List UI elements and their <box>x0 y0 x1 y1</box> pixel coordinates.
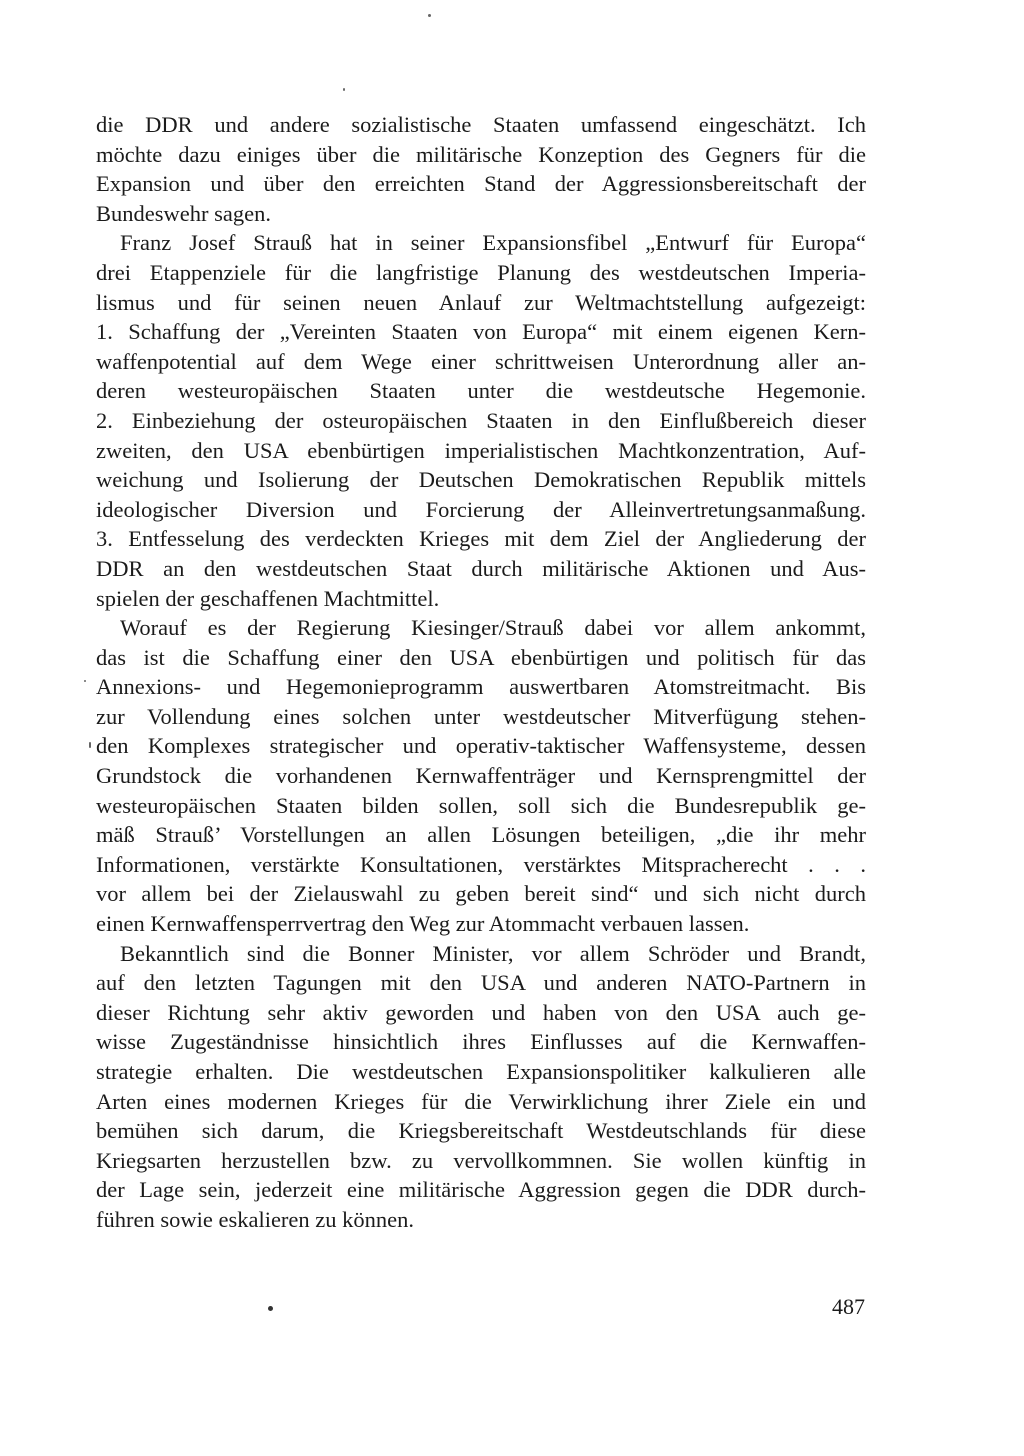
body-text <box>96 110 866 1235</box>
scan-speck <box>84 680 86 682</box>
text-line: möchte dazu einiges über die militärische Konzeption des Gegners für die <box>96 141 866 167</box>
text-line: Kriegsarten herzustellen bzw. zu vervollkommnen. Sie wollen künftig in <box>96 1147 866 1173</box>
paragraph <box>96 613 866 939</box>
page-number: 487 <box>832 1294 865 1319</box>
text-line: den Komplexes strategischer und operativ-taktischer Waffensysteme, dessen <box>96 733 866 759</box>
paragraph <box>96 228 866 613</box>
text-line: Arten eines modernen Krieges für die Verwirklichung ihrer Ziele ein und <box>96 1088 866 1114</box>
text-line: westeuropäischen Staaten bilden sollen, soll sich die Bundesrepublik ge- <box>96 792 866 818</box>
text-line: mäß Strauß’ Vorstellungen an allen Lösungen beteiligen, „die ihr mehr <box>96 822 866 848</box>
text-line: wisse Zugeständnisse hinsichtlich ihres Einflusses auf die Kernwaffen- <box>96 1029 866 1055</box>
scan-speck <box>428 14 431 17</box>
text-line: deren westeuropäischen Staaten unter die westdeutsche Hegemonie. <box>96 378 866 404</box>
text-line: bemühen sich darum, die Kriegsbereitschaft Westdeutschlands für diese <box>96 1118 866 1144</box>
text-line: einen Kernwaffensperrvertrag den Weg zur Atommacht verbauen lassen. <box>96 911 750 937</box>
text-line: das ist die Schaffung einer den USA ebenbürtigen und politisch für das <box>96 644 866 670</box>
text-line: Worauf es der Regierung Kiesinger/Strauß dabei vor allem ankommt, <box>120 615 866 641</box>
text-line: auf den letzten Tagungen mit den USA und anderen NATO-Partnern in <box>96 970 866 996</box>
text-line: DDR an den westdeutschen Staat durch militärische Aktionen und Aus- <box>96 555 866 581</box>
text-line: 2. Einbeziehung der osteuropäischen Staaten in den Einflußbereich dieser <box>96 407 866 433</box>
text-line: Grundstock die vorhandenen Kernwaffenträger und Kernsprengmittel der <box>96 763 866 789</box>
bullet-mark <box>268 1306 273 1311</box>
text-line: zweiten, den USA ebenbürtigen imperialistischen Machtkonzentration, Auf- <box>96 437 866 463</box>
text-line: Franz Josef Strauß hat in seiner Expansionsfibel „Entwurf für Europa“ <box>120 230 866 256</box>
text-line: weichung und Isolierung der Deutschen Demokratischen Republik mittels <box>96 467 866 493</box>
text-line: ideologischer Diversion und Forcierung der Alleinvertretungsanmaßung. <box>96 496 866 522</box>
text-line: waffenpotential auf dem Wege einer schrittweisen Unterordnung aller an- <box>96 348 866 374</box>
scan-speck <box>89 742 91 748</box>
text-line: Annexions- und Hegemonieprogramm auswertbaren Atomstreitmacht. Bis <box>96 674 866 700</box>
text-line: spielen der geschaffenen Machtmittel. <box>96 585 440 611</box>
text-line: strategie erhalten. Die westdeutschen Expansionspolitiker kalkulieren alle <box>96 1059 866 1084</box>
scan-speck <box>343 88 345 91</box>
text-line: die DDR und andere sozialistische Staaten umfassend eingeschätzt. Ich <box>96 112 866 137</box>
text-line: 3. Entfesselung des verdeckten Krieges mit dem Ziel der Angliederung der <box>96 526 866 552</box>
paragraph <box>96 939 866 1235</box>
text-line: 1. Schaffung der „Vereinten Staaten von Europa“ mit einem eigenen Kern- <box>96 319 866 345</box>
text-line: Expansion und über den erreichten Stand der Aggressionsbereitschaft der <box>96 171 866 197</box>
paragraph <box>96 110 866 228</box>
text-line: der Lage sein, jederzeit eine militärische Aggression gegen die DDR durch- <box>96 1177 866 1203</box>
text-line: führen sowie eskalieren zu können. <box>96 1206 415 1232</box>
text-line: vor allem bei der Zielauswahl zu geben bereit sind“ und sich nicht durch <box>96 881 866 907</box>
text-line: Bekanntlich sind die Bonner Minister, vor allem Schröder und Brandt, <box>120 940 866 966</box>
text-line: Informationen, verstärkte Konsultationen, verstärktes Mitspracherecht . . . <box>96 851 866 877</box>
text-line: zur Vollendung eines solchen unter westdeutscher Mitverfügung stehen- <box>96 703 866 729</box>
text-line: drei Etappenziele für die langfristige Planung des westdeutschen Imperia- <box>96 259 866 285</box>
text-line: Bundeswehr sagen. <box>96 200 271 226</box>
text-line: lismus und für seinen neuen Anlauf zur Weltmachtstellung aufgezeigt: <box>96 289 866 315</box>
text-line: dieser Richtung sehr aktiv geworden und haben von den USA auch ge- <box>96 999 866 1025</box>
